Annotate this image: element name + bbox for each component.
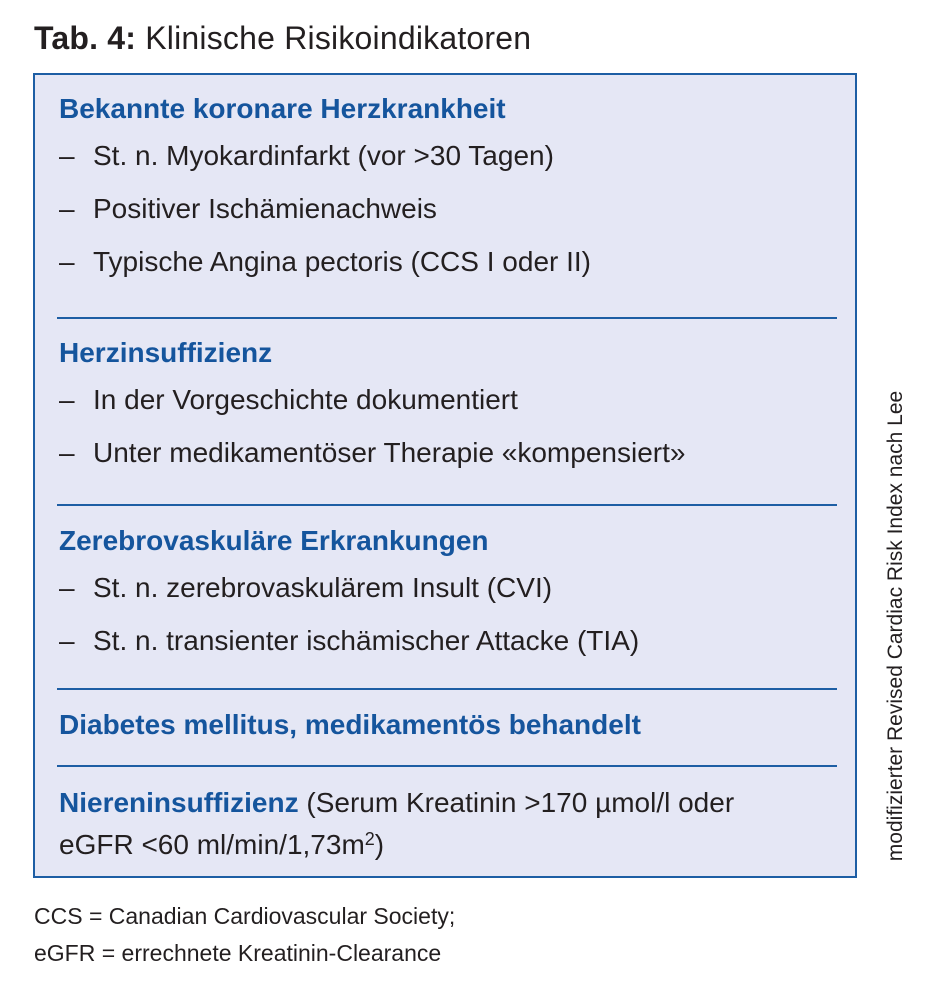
- section-detail-cont: eGFR <60 ml/min/1,73m: [59, 829, 365, 860]
- table-title: [34, 20, 531, 57]
- section-herzinsuffizienz: [59, 333, 839, 479]
- dash-marker: –: [59, 193, 75, 224]
- footnotes: [34, 898, 455, 972]
- list-item: [59, 235, 839, 288]
- section-divider: [57, 317, 837, 319]
- table-title-text: Klinische Risikoindikatoren: [145, 20, 532, 56]
- dash-marker: –: [59, 384, 75, 415]
- section-heading: Herzinsuffizienz: [59, 337, 273, 368]
- list-item-text: Positiver Ischämienachweis: [93, 193, 437, 224]
- list-item: [59, 426, 839, 479]
- list-item: [59, 182, 839, 235]
- list-item: [59, 614, 839, 667]
- list-item: [59, 129, 839, 182]
- section-diabetes: [59, 705, 839, 745]
- detail-close: ): [374, 829, 385, 860]
- section-detail: (Serum Kreatinin >170 µmol/l oder: [306, 787, 735, 818]
- section-niereninsuffizienz: [59, 782, 839, 866]
- dash-marker: –: [59, 140, 75, 171]
- section-divider: [57, 765, 837, 767]
- list-item-text: St. n. zerebrovaskulärem Insult (CVI): [93, 572, 553, 603]
- indicator-box: [33, 73, 857, 878]
- section-heading: Niereninsuffizienz: [59, 787, 299, 818]
- list-item-text: Typische Angina pectoris (CCS I oder II): [93, 246, 591, 277]
- footnote: eGFR = errechnete Kreatinin-Clearance: [34, 940, 442, 966]
- side-note: [886, 376, 906, 876]
- list-item-text: Unter medikamentöser Therapie «kompensiert»: [93, 437, 686, 468]
- table-label: Tab. 4:: [34, 20, 137, 56]
- section-heading: Bekannte koronare Herzkrankheit: [59, 93, 506, 124]
- dash-marker: –: [59, 246, 75, 277]
- section-divider: [57, 504, 837, 506]
- section-heading: Diabetes mellitus, medikamentös behandelt: [59, 709, 641, 740]
- list-item-text: St. n. Myokardinfarkt (vor >30 Tagen): [93, 140, 554, 171]
- list-item: [59, 373, 839, 426]
- footnote: CCS = Canadian Cardiovascular Society;: [34, 903, 456, 929]
- list-item-text: In der Vorgeschichte dokumentiert: [93, 384, 518, 415]
- section-heading: Zerebrovaskuläre Erkrankungen: [59, 525, 489, 556]
- side-note-text: modifizierter Revised Cardiac Risk Index nach Lee: [884, 390, 907, 862]
- section-zerebrovaskulaer: [59, 521, 839, 667]
- list-item: [59, 561, 839, 614]
- list-item-text: St. n. transienter ischämischer Attacke (TIA): [93, 625, 640, 656]
- dash-marker: –: [59, 437, 75, 468]
- dash-marker: –: [59, 625, 75, 656]
- dash-marker: –: [59, 572, 75, 603]
- section-divider: [57, 688, 837, 690]
- section-khk: [59, 89, 839, 288]
- superscript: 2: [364, 829, 375, 849]
